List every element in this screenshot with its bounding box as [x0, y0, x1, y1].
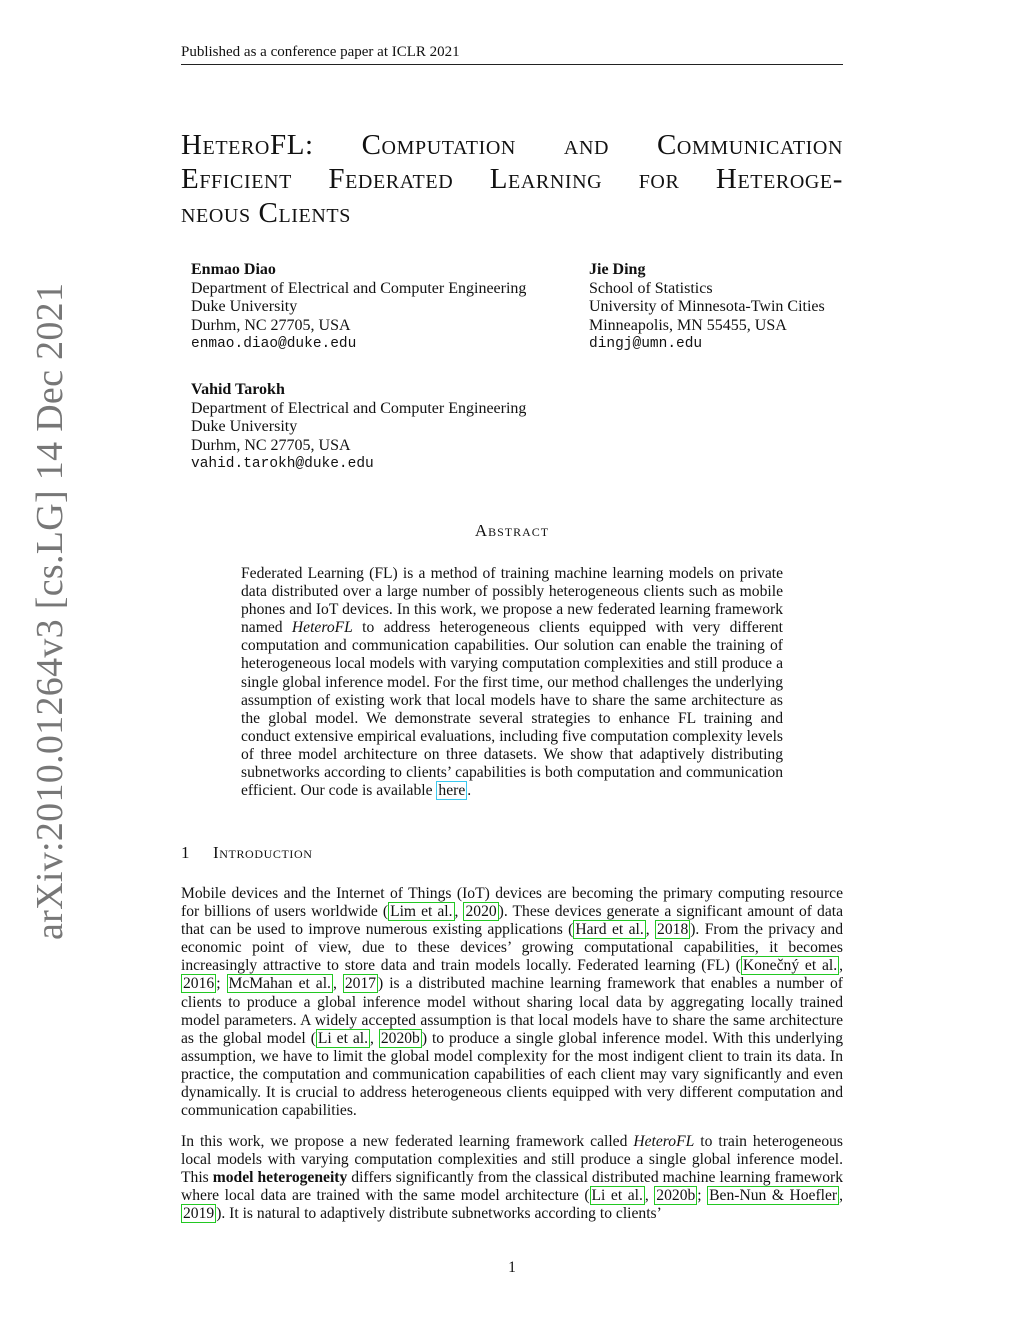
text: ; [216, 975, 227, 993]
abstract-part: Federated Learning (FL) is a method of training machine learning models on private data distributed over a large number of possibly heterogeneous clients such as mobile phones and IoT devices. In this work, we propose a new federated learning framework named [241, 565, 783, 637]
method-name: HeteroFL [291, 619, 353, 637]
paper-title [181, 128, 843, 230]
author-email[interactable]: vahid.tarokh@duke.edu [191, 456, 374, 472]
intro-paragraph-2 [181, 1133, 843, 1223]
author-department: Department of Electrical and Computer Engineering [191, 399, 527, 417]
text: ) is a distributed machine learning framework that enables a number of clients to produce a global inference model without sharing local data by aggregating locally trained model parameters. A widely accepted assumption is that local models have to share the same architecture as the global model ( [181, 975, 844, 1047]
code-link[interactable]: here [438, 782, 466, 800]
author-block-ding [589, 261, 825, 354]
section-title: Introduction [213, 843, 313, 862]
author-university: University of Minnesota-Twin Cities [589, 298, 825, 315]
author-name: Vahid Tarokh [191, 381, 285, 398]
emphasis: model heterogeneity [212, 1169, 348, 1187]
text: , [332, 975, 343, 993]
citation-link[interactable]: 2020b [656, 1187, 696, 1205]
arxiv-stamp: arXiv:2010.01264v3 [cs.LG] 14 Dec 2021 [29, 282, 71, 940]
abstract-part: to address heterogeneous clients equipped with very different computation and communication capabilities. Our solution can enable the training of heterogeneous local models with varying computation complexities and still produce a single global inference model. For the first time, our method challenges the underlying assumption of existing work that local models have to share the same architecture as the global model. We demonstrate several strategies to enhance FL training and conduct extensive empirical evaluations, including five computation complexity levels of three model architecture on three datasets. We show that adaptively distributing subnetworks according to clients’ capabilities is both computation and communication efficient. Our code is available [241, 619, 783, 800]
citation-link[interactable]: 2016 [183, 975, 215, 993]
author-email[interactable]: enmao.diao@duke.edu [191, 336, 357, 352]
citation-link[interactable]: Hard et al. [575, 921, 644, 939]
text: , [839, 957, 843, 975]
author-university: Duke University [191, 298, 298, 315]
text: , [370, 1029, 379, 1047]
text: ). It is natural to adaptively distribute subnetworks according to clients’ [216, 1205, 662, 1223]
citation-link[interactable]: 2020b [380, 1029, 420, 1047]
author-block-tarokh [191, 381, 526, 474]
author-department: Department of Electrical and Computer Engineering [191, 279, 527, 297]
citation-link[interactable]: 2019 [183, 1205, 215, 1223]
author-block-diao [191, 261, 526, 354]
page-number: 1 [508, 1259, 516, 1276]
text: Mobile devices and the Internet of Things (IoT) devices are becoming the primary computing resource for billions of users worldwide ( [181, 885, 843, 921]
citation-link[interactable]: 2017 [344, 975, 377, 993]
section-number: 1 [181, 843, 191, 862]
author-department: School of Statistics [589, 279, 713, 297]
text: In this work, we propose a new federated learning framework called [181, 1133, 634, 1150]
text: ; [697, 1187, 708, 1205]
citation-link[interactable]: Konečný et al. [742, 957, 838, 975]
author-university: Duke University [191, 418, 298, 435]
author-name: Jie Ding [589, 261, 646, 278]
text: , [839, 1187, 844, 1205]
section-heading [181, 843, 313, 863]
author-address: Durhm, NC 27705, USA [191, 316, 351, 334]
running-header: Published as a conference paper at ICLR 2021 [181, 44, 843, 65]
author-address: Durhm, NC 27705, USA [191, 436, 351, 454]
text: , [454, 903, 464, 921]
citation-link[interactable]: Li et al. [317, 1029, 369, 1047]
abstract-heading: Abstract [474, 521, 550, 540]
citation-link[interactable]: 2020 [465, 903, 497, 921]
text: ). These devices generate a significant amount of data that can be used to improve numerous existing applications ( [181, 903, 843, 939]
author-email[interactable]: dingj@umn.edu [589, 336, 703, 352]
title-line-3: neous Clients [181, 197, 351, 229]
text: differs significantly from the classical distributed machine learning framework where local data are trained with the same model architecture ( [181, 1169, 844, 1205]
method-name: HeteroFL [633, 1133, 695, 1150]
text: ) to produce a single global inference model. With this underlying assumption, we have to limit the global model complexity for the most indigent client to train its data. In practice, the computation and communication capabilities of each client may vary significantly and even dynamically. It is crucial to address heterogeneous clients equipped with very different computation and communication capabilities. [181, 1029, 844, 1120]
citation-link[interactable]: Ben-Nun & Hoefler [709, 1187, 838, 1205]
abstract-text [241, 565, 783, 800]
text: , [644, 1187, 655, 1205]
citation-link[interactable]: 2018 [657, 921, 689, 939]
author-address: Minneapolis, MN 55455, USA [589, 316, 787, 334]
title-line-2: Efficient Federated Learning for Heteroge- [181, 163, 843, 195]
abstract-part: . [467, 782, 472, 800]
title-line-1: HeteroFL: Computation and Communication [181, 129, 843, 161]
citation-link[interactable]: McMahan et al. [228, 975, 331, 993]
citation-link[interactable]: Lim et al. [390, 903, 453, 921]
author-name: Enmao Diao [191, 261, 276, 278]
text: , [645, 921, 656, 939]
intro-paragraph-1 [181, 885, 843, 1120]
text: to train heterogeneous local models with varying computation complexities and still produce a single global inference model. This [181, 1133, 843, 1187]
text: ). From the privacy and economic point of view, due to these devices’ growing computational capabilities, it becomes increasingly attractive to store data and train models locally. Federated learning (FL) ( [181, 921, 844, 975]
citation-link[interactable]: Li et al. [591, 1187, 643, 1205]
